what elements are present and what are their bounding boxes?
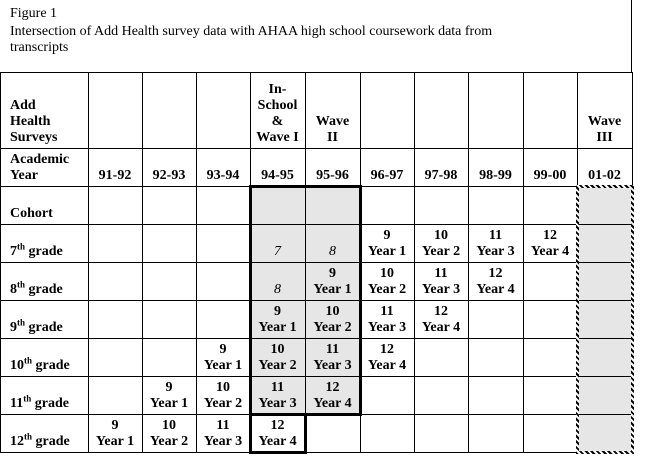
wave2-header-line: Wave: [315, 114, 350, 129]
cohort-cell-line: 10: [216, 380, 230, 395]
grade-number: 8: [10, 282, 17, 297]
grade-suffix: th: [24, 431, 33, 442]
grade-number: 10: [10, 358, 24, 373]
cohort-cell-line: 10: [380, 266, 394, 281]
grade-label-text: [10, 279, 63, 298]
wave2-header: [305, 72, 360, 148]
cohort-cell: [305, 338, 360, 376]
cohort-cell-line: 9: [111, 418, 119, 433]
wave1-header: [250, 72, 305, 148]
cohort-cell: [468, 262, 523, 300]
grade-label-text: [10, 355, 70, 374]
cohort-cell-line: Year 4: [367, 358, 407, 373]
cohort-cell-line: Year 4: [530, 244, 570, 259]
wave1-header-line: &: [271, 114, 284, 129]
grade-label-text: [10, 241, 63, 260]
grade-label: [0, 262, 88, 300]
cohort-cell: [360, 338, 414, 376]
wave3-header: [577, 72, 632, 148]
cohort-cell-line: Year 1: [203, 358, 243, 373]
cohort-cell-line: 8: [274, 282, 281, 297]
wave3-header-line: Wave: [587, 114, 622, 129]
year-header: [142, 148, 196, 186]
cohort-cell-line: 12: [380, 342, 394, 357]
cohort-cell: [250, 300, 305, 338]
cohort-cell-line: Year 3: [203, 434, 243, 449]
cohort-cell-line: 12: [270, 418, 285, 433]
grade-word: grade: [31, 396, 69, 411]
grade-label-text: [10, 431, 70, 450]
year-header: [305, 148, 360, 186]
grade-number: 11: [10, 396, 24, 411]
cohort-cell-line: Year 4: [313, 396, 352, 411]
figure-caption-line-2: transcripts: [10, 40, 69, 55]
academic-year-label-line: Academic: [10, 152, 70, 167]
wave1-header-line: In-: [268, 82, 287, 97]
cohort-cell: [88, 414, 142, 452]
cohort-cell-line: Year 2: [203, 396, 243, 411]
year-header-line: 91-92: [98, 168, 132, 183]
survey-row-label-line: Surveys: [10, 130, 58, 145]
cohort-cell: [414, 224, 468, 262]
grade-suffix: th: [17, 279, 26, 290]
grade-number: 12: [10, 434, 24, 449]
cohort-cell: [250, 414, 305, 452]
grade-label: [0, 300, 88, 338]
cohort-cell-line: Year 3: [258, 396, 297, 411]
cohort-cell-line: Year 1: [367, 244, 407, 259]
grade-suffix: th: [24, 355, 33, 366]
cohort-cell-line: Year 2: [367, 282, 407, 297]
cohort-cell-line: Year 2: [258, 358, 297, 373]
cohort-cell-line: [250, 228, 305, 244]
wave1-header-line: Wave I: [256, 130, 299, 145]
cohort-cell-line: 11: [488, 228, 503, 243]
year-header: [360, 148, 414, 186]
cohort-cell: [196, 376, 250, 414]
cohort-cell: [360, 262, 414, 300]
cohort-cell-line: 11: [270, 380, 285, 395]
cohort-cell: [305, 262, 360, 300]
cohort-cell-line: 12: [434, 304, 448, 319]
cohort-cell-line: Year 1: [95, 434, 135, 449]
cohort-label-line: Cohort: [10, 206, 53, 221]
year-header: [577, 148, 632, 186]
grid-hline: [0, 452, 632, 453]
cohort-cell-line: Year 2: [421, 244, 461, 259]
cohort-cell-line: 11: [434, 266, 448, 281]
grade-word: grade: [32, 434, 70, 449]
grade-word: grade: [25, 320, 63, 335]
cohort-cell-line: Year 1: [258, 320, 297, 335]
year-header: [414, 148, 468, 186]
academic-year-label: [0, 148, 88, 186]
grade-label: [0, 338, 88, 376]
survey-row-label-line: Add: [10, 98, 36, 113]
cohort-cell-line: Year 3: [367, 320, 407, 335]
cohort-cell: [196, 414, 250, 452]
year-header: [250, 148, 305, 186]
cohort-cell-line: Year 4: [476, 282, 515, 297]
survey-row-label-line: Health: [10, 114, 51, 129]
grade-word: grade: [25, 282, 63, 297]
cohort-cell-line: 11: [325, 342, 340, 357]
cohort-cell: [196, 338, 250, 376]
grade-number: 9: [10, 320, 17, 335]
figure-caption-line-1: Intersection of Add Health survey data with AHAA high school coursework data from: [10, 24, 493, 39]
cohort-cell: [523, 224, 577, 262]
cohort-cell: [142, 376, 196, 414]
grid-vline: [523, 72, 524, 452]
year-header-line: 01-02: [588, 168, 621, 183]
grade-word: grade: [25, 244, 63, 259]
cohort-cell-line: Year 1: [149, 396, 189, 411]
cohort-cell-line: Year 1: [313, 282, 352, 297]
cohort-cell-line: Year 3: [421, 282, 461, 297]
cohort-cell-line: 11: [216, 418, 230, 433]
cohort-cell: [250, 224, 305, 262]
cohort-cell-line: 9: [165, 380, 173, 395]
year-header-line: 97-98: [424, 168, 458, 183]
wave3-header-line: III: [596, 130, 613, 145]
grade-word: grade: [32, 358, 70, 373]
year-header-line: 95-96: [316, 168, 349, 183]
year-header-line: 98-99: [479, 168, 512, 183]
cohort-label: [0, 186, 88, 224]
survey-row-label: [0, 72, 88, 148]
year-header-line: 96-97: [370, 168, 404, 183]
cohort-cell: [305, 300, 360, 338]
cohort-cell-line: Year 4: [258, 434, 297, 449]
cohort-cell-line: Year 3: [476, 244, 515, 259]
cohort-cell-line: [250, 266, 305, 282]
grade-label-text: [10, 317, 63, 336]
cohort-cell-line: 10: [325, 304, 340, 319]
cohort-cell-line: 9: [329, 266, 336, 281]
year-header: [468, 148, 523, 186]
cohort-cell: [305, 224, 360, 262]
wave2-header-line: II: [327, 130, 338, 145]
year-header: [88, 148, 142, 186]
cohort-cell-line: Year 2: [313, 320, 352, 335]
cohort-cell: [305, 376, 360, 414]
grade-label: [0, 414, 88, 452]
year-header: [523, 148, 577, 186]
cohort-cell-line: 7: [274, 244, 281, 259]
cohort-cell: [468, 224, 523, 262]
academic-year-label-line: Year: [10, 168, 38, 183]
cohort-cell-line: 9: [219, 342, 227, 357]
grade-suffix: th: [23, 393, 32, 404]
grade-suffix: th: [17, 241, 26, 252]
cohort-cell-line: Year 2: [149, 434, 189, 449]
grade-suffix: th: [17, 317, 26, 328]
year-header-line: 93-94: [206, 168, 240, 183]
figure-label: Figure 1: [10, 6, 58, 21]
cohort-cell-line: Year 3: [313, 358, 352, 373]
grid-vline: [88, 72, 89, 452]
cohort-cell-line: 10: [434, 228, 448, 243]
grade-label: [0, 376, 88, 414]
year-header-line: 92-93: [152, 168, 186, 183]
grade-number: 7: [10, 244, 17, 259]
cohort-cell-line: 12: [488, 266, 503, 281]
cohort-cell-line: Year 4: [421, 320, 461, 335]
year-header: [196, 148, 250, 186]
cohort-cell: [250, 338, 305, 376]
cohort-cell: [414, 300, 468, 338]
cohort-cell-line: 8: [329, 244, 336, 259]
wave3-frame: [576, 185, 634, 454]
cohort-cell-line: [305, 228, 360, 244]
year-header-line: 99-00: [533, 168, 567, 183]
cohort-cell-line: 12: [543, 228, 557, 243]
grade-label-text: [10, 393, 69, 412]
cohort-cell: [250, 262, 305, 300]
year-header-line: 94-95: [261, 168, 294, 183]
cohort-cell-line: 9: [274, 304, 281, 319]
grade-label: [0, 224, 88, 262]
cohort-cell-line: 9: [383, 228, 391, 243]
cohort-cell: [360, 224, 414, 262]
wave1-header-line: School: [257, 98, 298, 113]
cohort-cell-line: 10: [270, 342, 285, 357]
cohort-cell-line: 11: [380, 304, 394, 319]
cohort-cell: [360, 300, 414, 338]
cohort-cell: [142, 414, 196, 452]
cohort-cell-line: 12: [325, 380, 340, 395]
cohort-cell: [250, 376, 305, 414]
cohort-cell-line: 10: [162, 418, 176, 433]
cohort-cell: [414, 262, 468, 300]
